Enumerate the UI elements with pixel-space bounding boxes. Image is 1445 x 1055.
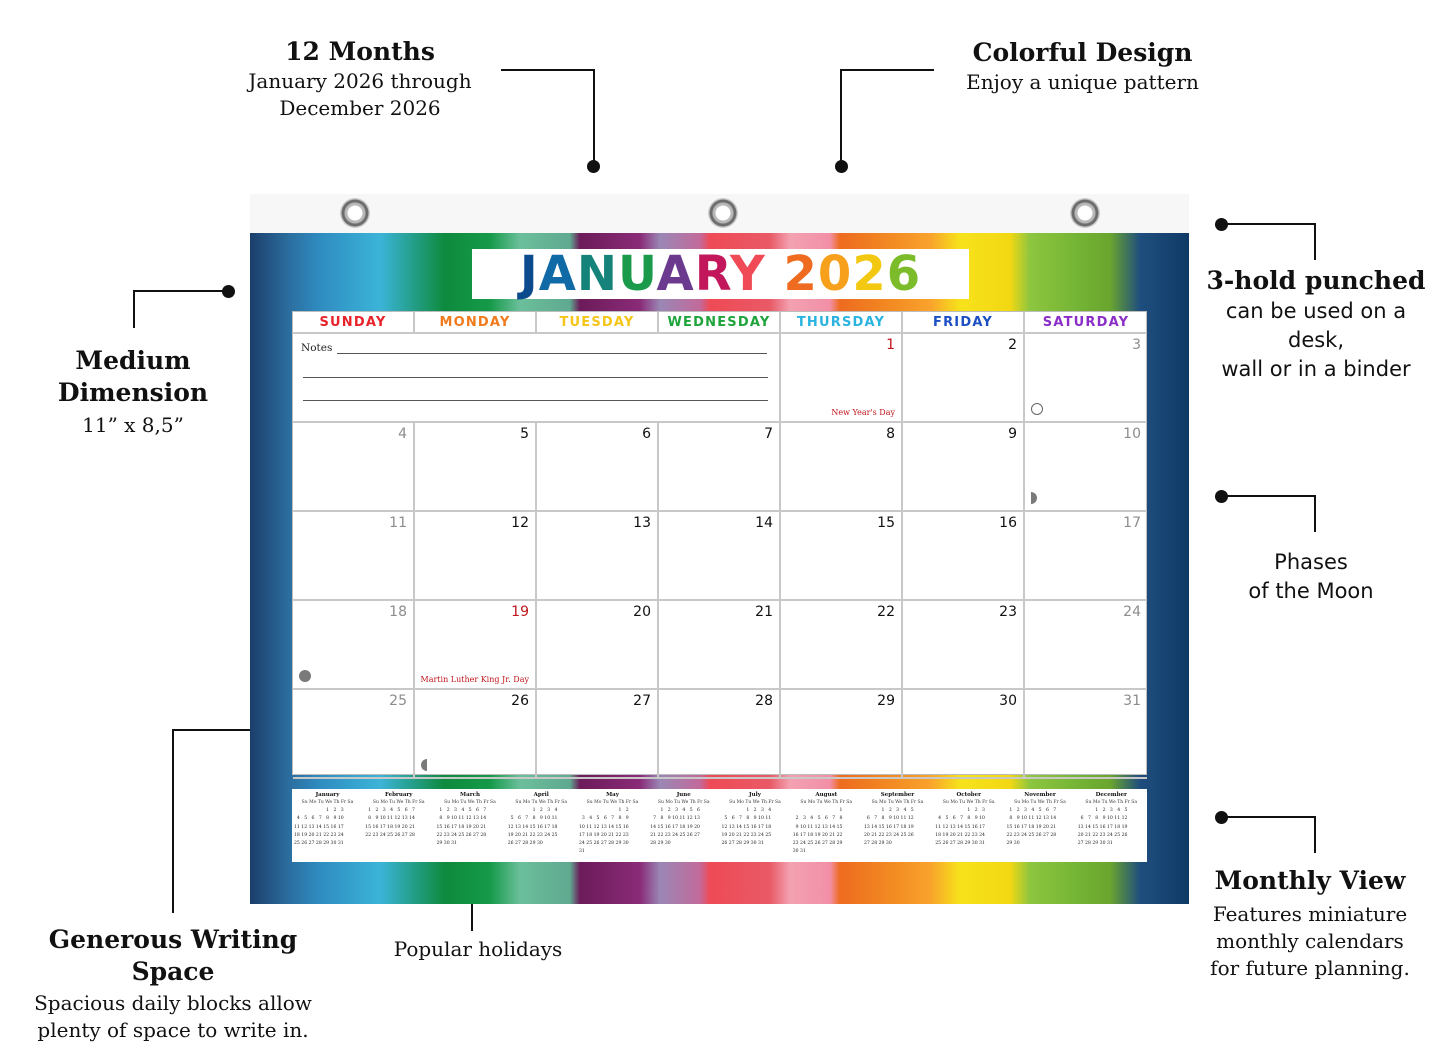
day-cell[interactable] (293, 601, 415, 690)
callout-text: January 2026 through (248, 69, 472, 93)
callout-line (593, 69, 595, 166)
mini-calendar-week: 1 2 3 (294, 808, 344, 813)
day-cell[interactable] (903, 334, 1025, 423)
day-number: 1 (886, 337, 895, 353)
mini-calendar-week: 8 9 10 11 12 13 14 (365, 816, 415, 822)
day-cell[interactable] (781, 690, 903, 779)
weekday-header-monday: MONDAY (415, 312, 537, 334)
mini-calendar-week: 25 26 27 28 29 30 31 (294, 841, 344, 847)
mini-calendar-week: 18 19 20 21 22 23 24 (935, 832, 985, 838)
month-title-letter: 6 (886, 246, 922, 302)
day-number: 31 (1123, 693, 1141, 709)
mini-calendar-may (577, 789, 648, 862)
callout-line (1314, 816, 1316, 853)
notes-rule (303, 400, 768, 401)
callout-dot (587, 160, 600, 173)
holiday-label: Martin Luther King Jr. Day (420, 675, 529, 684)
mini-calendar-weekdays: Su Mo Tu We Th Fr Sa (942, 800, 995, 805)
day-number: 7 (764, 426, 773, 442)
day-cell[interactable] (659, 690, 781, 779)
day-cell[interactable] (537, 423, 659, 512)
day-cell[interactable] (781, 423, 903, 512)
punch-hole-icon (340, 198, 370, 228)
mini-calendar-weekdays: Su Mo Tu We Th Fr Sa (729, 800, 781, 805)
day-cell[interactable] (293, 423, 415, 512)
mini-calendar-week: 29 30 31 (436, 841, 457, 847)
weekday-header-sunday: SUNDAY (293, 312, 415, 334)
notes-rule (337, 353, 767, 354)
mini-calendar-week: 14 15 16 17 18 19 20 (650, 824, 700, 830)
mini-calendar-week: 1 2 3 4 5 (1077, 808, 1128, 813)
mini-calendar-title: January (315, 792, 340, 798)
callout-line (1314, 223, 1316, 260)
day-cell[interactable] (781, 601, 903, 690)
day-number: 5 (520, 426, 529, 442)
day-number: 16 (999, 515, 1017, 531)
day-number: 13 (633, 515, 651, 531)
day-cell[interactable] (293, 690, 415, 779)
day-number: 25 (389, 693, 407, 709)
mini-calendar-week: 16 17 18 19 20 21 22 (792, 832, 843, 838)
mini-calendar-week: 3 4 5 6 7 8 9 (579, 816, 629, 822)
callout-dot (835, 160, 848, 173)
callout-line (1220, 816, 1316, 818)
callout-line (133, 290, 228, 292)
mini-calendar-week: 31 (579, 849, 585, 855)
callout-line (172, 729, 174, 913)
day-number: 3 (1132, 337, 1141, 353)
day-cell[interactable] (903, 423, 1025, 512)
day-number: 8 (886, 426, 895, 442)
mini-calendar-title: September (880, 792, 915, 798)
callout-text: plenty of space to write in. (37, 1018, 309, 1042)
day-cell[interactable] (415, 601, 537, 690)
month-grid (292, 311, 1147, 775)
mini-calendar-week: 13 14 15 16 17 18 19 (1077, 824, 1128, 830)
callout-line (501, 69, 595, 71)
mini-calendar-week: 6 7 8 9 10 11 12 (864, 816, 914, 822)
mini-calendar-week: 12 13 14 15 16 17 18 (721, 824, 772, 830)
mini-calendar-week: 9 10 11 12 13 14 15 (792, 824, 843, 830)
day-cell[interactable] (415, 690, 537, 779)
day-cell[interactable] (1025, 690, 1147, 779)
day-number: 12 (511, 515, 529, 531)
day-cell[interactable] (659, 601, 781, 690)
mini-calendar-week: 1 2 3 4 5 6 (650, 808, 700, 813)
callout-text: of the Moon (1248, 579, 1374, 603)
punch-hole-icon (708, 198, 738, 228)
mini-calendar-week: 15 16 17 18 19 20 21 (436, 824, 487, 830)
day-cell[interactable] (1025, 601, 1147, 690)
month-title-letter: 2 (852, 246, 887, 302)
day-cell[interactable] (1025, 512, 1147, 601)
mini-calendar-week: 19 20 21 22 23 24 25 (507, 832, 558, 838)
day-number: 4 (398, 426, 407, 442)
day-cell[interactable] (659, 512, 781, 601)
month-title-letter: A (656, 246, 695, 302)
callout-medium-dimension (40, 345, 226, 439)
weekday-header-wednesday: WEDNESDAY (659, 312, 781, 334)
month-title-letter: U (618, 246, 657, 302)
mini-calendar-january (292, 789, 363, 862)
weekday-header-thursday: THURSDAY (781, 312, 903, 334)
callout-line (1220, 223, 1316, 225)
callout-12-months (240, 36, 480, 122)
holiday-label: New Year's Day (831, 408, 895, 417)
callout-line (1220, 495, 1316, 497)
day-number: 28 (755, 693, 773, 709)
day-cell[interactable] (781, 512, 903, 601)
mini-calendar-week: 4 5 6 7 8 9 10 (935, 816, 985, 822)
mini-calendar-week: 20 21 22 23 24 25 26 (1077, 832, 1128, 838)
callout-popular-holidays (378, 936, 578, 963)
callout-title: Colorful Design (972, 38, 1193, 67)
mini-calendar-week: 25 26 27 28 29 30 31 (935, 841, 985, 847)
month-title-letter: Y (730, 246, 766, 302)
mini-calendar-week: 1 2 3 4 5 6 7 (365, 808, 415, 813)
mini-calendar-title: November (1024, 792, 1056, 798)
mini-calendar-week: 26 27 28 29 30 (507, 841, 543, 847)
mini-calendar-week: 1 (792, 808, 843, 813)
mini-calendar-week: 29 30 (1006, 841, 1020, 847)
day-cell[interactable] (415, 512, 537, 601)
day-cell[interactable] (537, 690, 659, 779)
mini-calendar-week: 4 5 6 7 8 9 10 (294, 816, 344, 822)
mini-calendar-week: 15 16 17 18 19 20 21 (365, 824, 415, 830)
mini-calendar-week: 18 19 20 21 22 23 24 (294, 832, 344, 838)
mini-calendar-december (1076, 789, 1147, 862)
mini-calendar-weekdays: Su Mo Tu We Th Fr Sa (871, 800, 924, 805)
mini-calendar-week: 15 16 17 18 19 20 21 (1006, 824, 1057, 830)
mini-calendar-week: 22 23 24 25 26 27 28 (436, 832, 487, 838)
callout-moon-phases (1206, 548, 1416, 606)
callout-title: 12 Months (285, 37, 435, 66)
mini-calendar-title: July (749, 792, 761, 798)
day-cell[interactable] (415, 423, 537, 512)
month-title-letter: 0 (817, 246, 853, 302)
day-cell[interactable] (903, 601, 1025, 690)
mini-calendar-weekdays: Su Mo Tu We Th Fr Sa (515, 800, 568, 805)
moon-last-icon (1031, 492, 1037, 504)
notes-block (293, 334, 781, 423)
mini-calendar-weekdays: Su Mo Tu We Th Fr Sa (1014, 800, 1066, 805)
day-number: 24 (1123, 604, 1141, 620)
mini-calendar-weekdays: Su Mo Tu We Th Fr Sa (586, 800, 639, 805)
mini-calendar-week: 1 2 3 (935, 808, 985, 813)
callout-text: for future planning. (1210, 956, 1410, 980)
callout-line (172, 729, 250, 731)
mini-calendar-february (363, 789, 434, 862)
mini-calendar-july (720, 789, 791, 862)
mini-calendar-weekdays: Su Mo Tu We Th Fr Sa (301, 800, 354, 805)
mini-calendar-week: 20 21 22 23 24 25 26 (864, 832, 914, 838)
day-number: 21 (755, 604, 773, 620)
day-number: 14 (755, 515, 773, 531)
mini-calendar-week: 27 28 29 30 (864, 841, 892, 847)
mini-calendar-week: 5 6 7 8 9 10 11 (507, 816, 558, 822)
mini-calendar-title: June (676, 792, 691, 798)
callout-line (840, 69, 842, 166)
weekday-header-friday: FRIDAY (903, 312, 1025, 334)
mini-calendar-week: 6 7 8 9 10 11 12 (1077, 816, 1128, 822)
callout-line (471, 904, 473, 931)
mini-calendar-week: 1 2 (579, 808, 629, 813)
month-title-letter: R (694, 246, 731, 302)
month-title-letter: J (519, 246, 539, 302)
mini-calendar-week: 11 12 13 14 15 16 17 (294, 824, 344, 830)
day-number: 6 (642, 426, 651, 442)
callout-text: 11” x 8,5” (82, 413, 184, 437)
mini-calendar-week: 1 2 3 4 (507, 808, 558, 813)
mini-calendar-week: 12 13 14 15 16 17 18 (507, 824, 558, 830)
day-number: 20 (633, 604, 651, 620)
month-title-box (472, 246, 969, 302)
day-cell[interactable] (781, 334, 903, 423)
mini-calendar-week: 23 24 25 26 27 28 29 (792, 841, 843, 847)
mini-calendar-weekdays: Su Mo Tu We Th Fr Sa (372, 800, 425, 805)
moon-first-icon (421, 759, 427, 771)
day-number: 9 (1008, 426, 1017, 442)
callout-text: Features miniature (1212, 902, 1408, 926)
mini-calendar-week: 1 2 3 4 (721, 808, 772, 813)
callout-line (133, 290, 135, 328)
day-cell[interactable] (537, 512, 659, 601)
mini-calendar-week: 8 9 10 11 12 13 14 (1006, 816, 1057, 822)
mini-calendar-week: 26 27 28 29 30 31 (721, 841, 764, 847)
mini-calendar-week: 2 3 4 5 6 7 8 (792, 816, 843, 822)
mini-calendar-week: 27 28 29 30 31 (1077, 841, 1113, 847)
mini-calendar-title: May (606, 792, 619, 798)
callout-writing-space (18, 924, 328, 1044)
day-number: 26 (511, 693, 529, 709)
callout-line (1314, 495, 1316, 532)
mini-calendar-title: March (460, 792, 480, 798)
mini-calendar-week: 22 23 24 25 26 27 28 (1006, 832, 1057, 838)
day-cell[interactable] (1025, 423, 1147, 512)
mini-calendar-week: 22 23 24 25 26 27 28 (365, 832, 415, 838)
day-number: 11 (389, 515, 407, 531)
mini-calendar-title: April (533, 792, 549, 798)
callout-text: monthly calendars (1216, 929, 1404, 953)
mini-calendars-row (292, 789, 1147, 862)
callout-text: Enjoy a unique pattern (966, 70, 1199, 94)
mini-calendar-week: 24 25 26 27 28 29 30 (579, 841, 629, 847)
mini-calendar-title: February (384, 792, 413, 798)
day-number: 19 (511, 604, 529, 620)
callout-text: Popular holidays (393, 937, 563, 961)
mini-calendar-week: 17 18 19 20 21 22 23 (579, 832, 629, 838)
notes-label: Notes (301, 342, 333, 354)
day-number: 18 (389, 604, 407, 620)
mini-calendar-september (862, 789, 933, 862)
month-title-letter: 2 (783, 246, 818, 302)
mini-calendar-week: 7 8 9 10 11 12 13 (650, 816, 700, 822)
callout-title: 3-hold punched (1206, 266, 1426, 295)
day-cell[interactable] (293, 512, 415, 601)
day-number: 22 (877, 604, 895, 620)
day-number: 23 (999, 604, 1017, 620)
mini-calendar-april (506, 789, 577, 862)
mini-calendar-title: August (815, 792, 838, 798)
mini-calendar-week: 5 6 7 8 9 10 11 (721, 816, 772, 822)
month-title-letter: N (576, 246, 619, 302)
mini-calendar-week: 13 14 15 16 17 18 19 (864, 824, 914, 830)
moon-full-icon (1031, 403, 1043, 415)
mini-calendar-week: 1 2 3 4 5 6 7 (436, 808, 487, 813)
callout-text: can be used on a desk, (1225, 299, 1407, 352)
moon-new-icon (299, 670, 311, 682)
mini-calendar-week: 1 2 3 4 5 6 7 (1006, 808, 1057, 813)
mini-calendar-weekdays: Su Mo Tu We Th Fr Sa (800, 800, 853, 805)
day-number: 10 (1123, 426, 1141, 442)
mini-calendar-title: December (1095, 792, 1127, 798)
callout-title: Monthly View (1214, 866, 1406, 895)
day-number: 2 (1008, 337, 1017, 353)
callout-line (840, 69, 934, 71)
callout-title: Dimension (57, 378, 209, 407)
day-number: 30 (999, 693, 1017, 709)
mini-calendar-june (648, 789, 719, 862)
mini-calendar-october (933, 789, 1004, 862)
mini-calendar-week: 8 9 10 11 12 13 14 (436, 816, 487, 822)
mini-calendar-week: 30 31 (792, 849, 806, 855)
callout-text: December 2026 (279, 96, 441, 120)
mini-calendar-week: 10 11 12 13 14 15 16 (579, 824, 629, 830)
mini-calendar-march (435, 789, 506, 862)
callout-3-hold-punched (1196, 265, 1436, 384)
callout-colorful-design (960, 37, 1205, 96)
mini-calendar-weekdays: Su Mo Tu We Th Fr Sa (657, 800, 710, 805)
mini-calendar-weekdays: Su Mo Tu We Th Fr Sa (444, 800, 496, 805)
callout-title: Generous Writing Space (48, 925, 298, 986)
mini-calendar-week: 28 29 30 (650, 841, 671, 847)
day-cell[interactable] (903, 512, 1025, 601)
mini-calendar-week: 21 22 23 24 25 26 27 (650, 832, 700, 838)
day-cell[interactable] (1025, 334, 1147, 423)
notes-rule (303, 377, 768, 378)
callout-title: Medium (75, 346, 191, 375)
mini-calendar-week: 1 2 3 4 5 (864, 808, 914, 813)
mini-calendar-august (791, 789, 862, 862)
month-title (472, 246, 969, 302)
day-number: 17 (1123, 515, 1141, 531)
day-cell[interactable] (903, 690, 1025, 779)
month-title-letter (766, 246, 784, 302)
callout-text: wall or in a binder (1221, 357, 1411, 381)
mini-calendar-weekdays: Su Mo Tu We Th Fr Sa (1085, 800, 1138, 805)
callout-text: Phases (1274, 550, 1348, 574)
day-number: 27 (633, 693, 651, 709)
day-number: 29 (877, 693, 895, 709)
weekday-header-tuesday: TUESDAY (537, 312, 659, 334)
day-cell[interactable] (659, 423, 781, 512)
mini-calendar-november (1005, 789, 1076, 862)
punch-hole-icon (1070, 198, 1100, 228)
callout-monthly-view (1196, 865, 1424, 982)
mini-calendar-week: 19 20 21 22 23 24 25 (721, 832, 772, 838)
day-number: 15 (877, 515, 895, 531)
month-title-letter: A (538, 246, 577, 302)
day-cell[interactable] (537, 601, 659, 690)
mini-calendar-title: October (956, 792, 982, 798)
weekday-header-saturday: SATURDAY (1025, 312, 1147, 334)
mini-calendar-week: 11 12 13 14 15 16 17 (935, 824, 985, 830)
callout-text: Spacious daily blocks allow (34, 991, 312, 1015)
